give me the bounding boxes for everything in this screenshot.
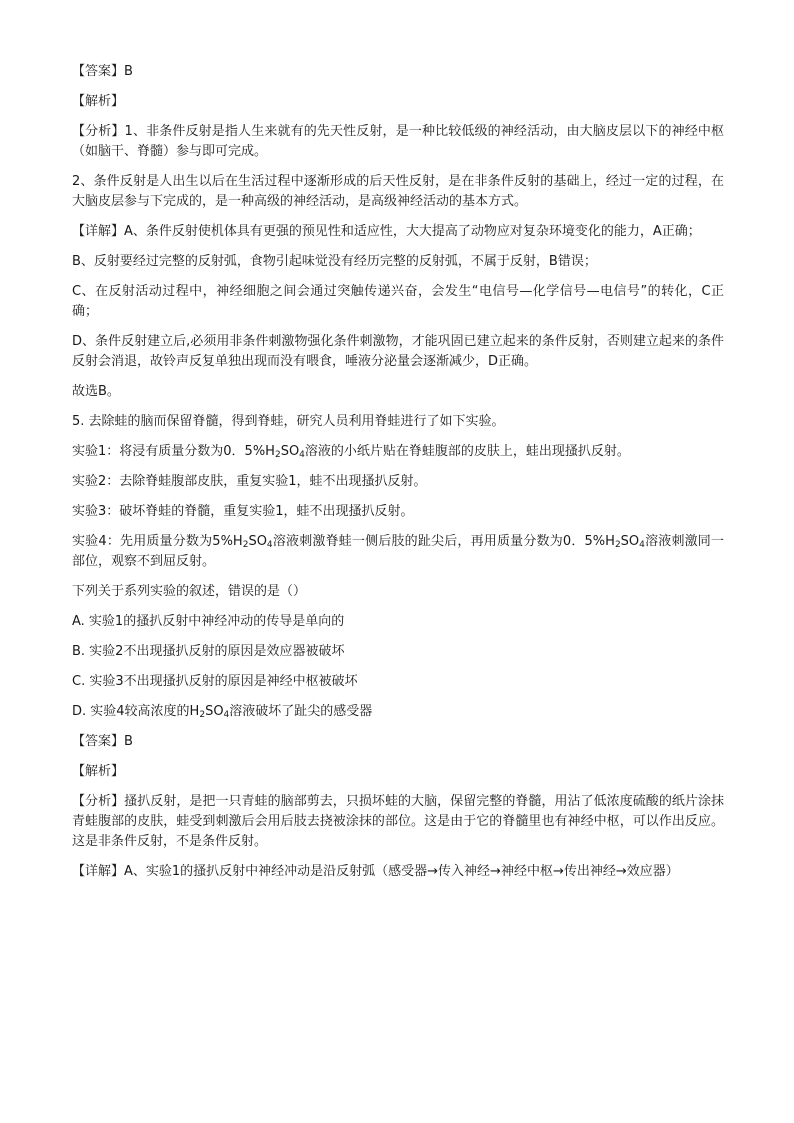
detail-option-c: C、在反射活动过程中，神经细胞之间会通过突触传递兴奋，会发生“电信号—化学信号—电信号”的转化，C正确；: [72, 284, 724, 319]
analysis-heading-2: 【解析】: [72, 764, 125, 779]
analysis-point-1: 【分析】1、非条件反射是指人生来就有的先天性反射，是一种比较低级的神经活动，由大脑皮层以下的神经中枢（如脑干、脊髓）参与即可完成。: [72, 124, 724, 159]
conclusion-line: 故选B。: [72, 384, 120, 399]
detail-option-b: B、反射要经过完整的反射弧，食物引起味觉没有经历完整的反射弧，不属于反射，B错误；: [72, 254, 597, 269]
detail-option-a: 【详解】A、条件反射使机体具有更强的预见性和适应性，大大提高了动物应对复杂环境变化的能力，A正确；: [72, 224, 701, 239]
analysis-heading: 【解析】: [72, 94, 125, 109]
answer-line-2: 【答案】B: [72, 734, 133, 749]
analysis-point-2: 2、条件反射是人出生以后在生活过程中逐渐形成的后天性反射，是在非条件反射的基础上，经过一定的过程，在大脑皮层参与下完成的，是一种高级的神经活动，是高级神经活动的基本方式。: [72, 174, 724, 209]
question-5-stem: 5. 去除蛙的脑而保留脊髓，得到脊蛙，研究人员利用脊蛙进行了如下实验。: [72, 414, 505, 429]
experiment-1: 实验1：将浸有质量分数为0．$5\%H_2SO_4$溶液的小纸片贴在脊蛙腹部的皮肤上，蛙出现搔扒反射。: [72, 444, 630, 460]
experiment-4: 实验4：先用质量分数为$5\%H_2SO_4$溶液刺激脊蛙一侧后肢的趾尖后，再用质量分数为0．$5\%H_2SO_4$溶液刺激同一部位，观察不到屈反射。: [72, 534, 724, 569]
experiment-3: 实验3：破坏脊蛙的脊髓，重复实验1，蛙不出现搔扒反射。: [72, 504, 414, 519]
choice-d: D. 实验4较高浓度的$H_2SO_4$溶液破坏了趾尖的感受器: [72, 704, 373, 720]
choice-b: B. 实验2不出现搔扒反射的原因是效应器被破坏: [72, 644, 345, 659]
question-prompt: 下列关于系列实验的叙述，错误的是（）: [72, 584, 307, 599]
choice-a: A. 实验1的搔扒反射中神经冲动的传导是单向的: [72, 614, 345, 629]
document-page: [72, 62, 724, 892]
detail-option-d: D、条件反射建立后,必须用非条件刺激物强化条件刺激物，才能巩固已建立起来的条件反射，否则建立起来的条件反射会消退，故铃声反复单独出现而没有喂食，唾液分泌量会逐渐减少，D正确。: [72, 334, 724, 369]
analysis-paragraph-2: 【分析】搔扒反射，是把一只青蛙的脑部剪去，只损坏蛙的大脑，保留完整的脊髓，用沾了低浓度硫酸的纸片涂抹青蛙腹部的皮肤，蛙受到刺激后会用后肢去挠被涂抹的部位。这是由于它的脊髓里也有神经中枢，可以作出反应。这是非条件反射，不是条件反射。: [72, 794, 724, 849]
choice-c: C. 实验3不出现搔扒反射的原因是神经中枢被破坏: [72, 674, 358, 689]
answer-line: 【答案】B: [72, 64, 133, 79]
experiment-2: 实验2：去除脊蛙腹部皮肤，重复实验1，蛙不出现搔扒反射。: [72, 474, 427, 489]
detail-paragraph-2: 【详解】A、实验1的搔扒反射中神经冲动是沿反射弧（感受器→传入神经→神经中枢→传出神经→效应器）: [72, 864, 679, 879]
